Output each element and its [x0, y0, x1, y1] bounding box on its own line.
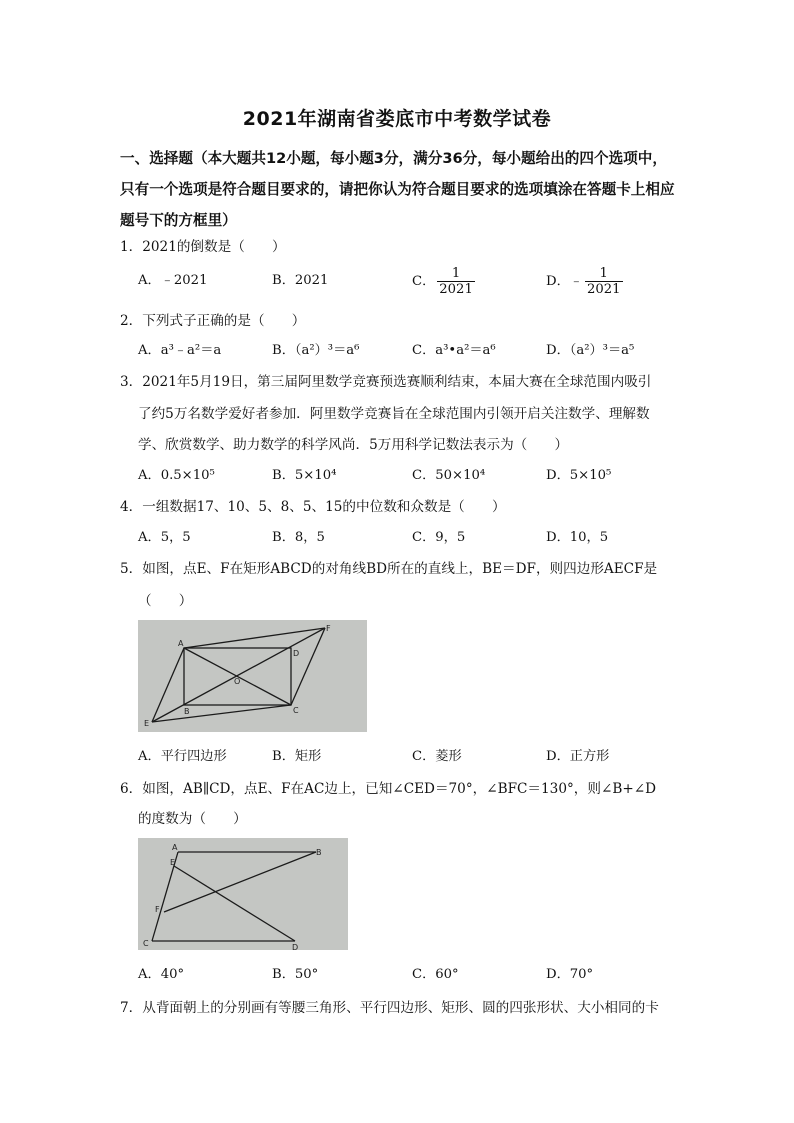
question-3-line-3: 学、欣赏数学、助力数学的科学风尚．5万用科学记数法表示为（ ）	[138, 437, 569, 453]
option-a: A．a³﹣a²＝a	[138, 343, 222, 358]
option-c: C．60°	[412, 967, 459, 982]
label-a: A	[178, 639, 184, 648]
denominator: 2021	[586, 282, 621, 297]
option-d-prefix: D．﹣	[546, 274, 583, 289]
option-d: D．5×10⁵	[546, 468, 612, 483]
question-1-stem: 1．2021的倒数是（ ）	[120, 239, 286, 255]
option-a: A．5，5	[138, 530, 191, 545]
option-a: A．40°	[138, 967, 185, 982]
question-3-options	[138, 461, 698, 491]
question-6-options	[138, 960, 698, 990]
option-c-prefix: C．	[412, 274, 436, 289]
option-b: B．5×10⁴	[272, 468, 337, 483]
label-c: C	[293, 706, 299, 715]
label-f: F	[326, 624, 331, 633]
label-b: B	[316, 848, 322, 857]
label-b: B	[184, 707, 190, 716]
segment-ed	[174, 866, 295, 941]
question-5-line-1: 5．如图，点E、F在矩形ABCD的对角线BD所在的直线上，BE＝DF，则四边形AECF是	[120, 561, 658, 577]
option-d	[546, 266, 625, 297]
question-3-line-2: 了约5万名数学爱好者参加．阿里数学竞赛旨在全球范围内引领开启关注数学、理解数	[138, 406, 650, 422]
label-f: F	[155, 905, 160, 914]
question-6-line-2: 的度数为（ ）	[138, 811, 247, 827]
figure-parallel-lines	[138, 838, 348, 950]
option-c	[412, 266, 477, 297]
option-b: B．50°	[272, 967, 319, 982]
fraction	[437, 266, 475, 297]
option-d: D．正方形	[546, 749, 610, 764]
numerator: 1	[585, 266, 623, 282]
numerator: 1	[437, 266, 475, 282]
section-heading: 一、选择题（本大题共12小题，每小题3分，满分36分，每小题给出的四个选项中，只有一个选项是符合题目要求的，请把你认为符合题目要求的选项填涂在答题卡上相应题号下的方框里）	[120, 150, 675, 229]
question-5-line-2: （ ）	[138, 593, 193, 609]
question-2-stem: 2．下列式子正确的是（ ）	[120, 313, 306, 329]
figure-rectangle-abcd	[138, 620, 367, 732]
option-b: B．8，5	[272, 530, 325, 545]
option-c: C．菱形	[412, 749, 462, 764]
question-5-options	[138, 742, 698, 772]
segment-af	[184, 628, 325, 648]
option-c: C．a³•a²＝a⁶	[412, 343, 496, 358]
question-4-stem: 4．一组数据17、10、5、8、5、15的中位数和众数是（ ）	[120, 499, 506, 515]
question-3-line-1: 3．2021年5月19日，第三届阿里数学竞赛预选赛顺利结束，本届大赛在全球范围内吸引	[120, 374, 652, 390]
option-d: D．（a²）³＝a⁵	[546, 343, 635, 358]
label-e: E	[144, 719, 150, 728]
segment-fb	[164, 852, 316, 912]
question-4-options	[138, 523, 698, 553]
option-c: C．50×10⁴	[412, 468, 486, 483]
page-title: 2021年湖南省娄底市中考数学试卷	[242, 108, 552, 130]
label-d: D	[292, 943, 299, 950]
denominator: 2021	[439, 282, 473, 297]
option-a: A．0.5×10⁵	[138, 468, 215, 483]
fraction	[585, 266, 623, 297]
option-a: A．﹣2021	[138, 273, 208, 288]
option-b: B．2021	[272, 273, 329, 288]
segment-ae	[152, 648, 184, 722]
segment-cf	[291, 628, 325, 705]
option-b: B．矩形	[272, 749, 322, 764]
label-c: C	[143, 939, 149, 948]
label-d: D	[293, 649, 300, 658]
label-o: O	[234, 677, 241, 686]
option-b: B．（a²）³＝a⁶	[272, 343, 360, 358]
question-6-line-1: 6．如图，AB∥CD，点E、F在AC边上，已知∠CED＝70°，∠BFC＝130°，则∠B+∠D	[120, 781, 657, 797]
question-1-options	[138, 266, 698, 296]
option-d: D．70°	[546, 967, 594, 982]
option-c: C．9，5	[412, 530, 466, 545]
option-a: A．平行四边形	[138, 749, 227, 764]
label-e: E	[170, 858, 176, 867]
label-a: A	[172, 843, 178, 852]
segment-ce	[152, 705, 291, 722]
question-2-options	[138, 336, 698, 366]
question-7-line-1: 7．从背面朝上的分别画有等腰三角形、平行四边形、矩形、圆的四张形状、大小相同的卡	[120, 1000, 659, 1016]
option-d: D．10，5	[546, 530, 609, 545]
